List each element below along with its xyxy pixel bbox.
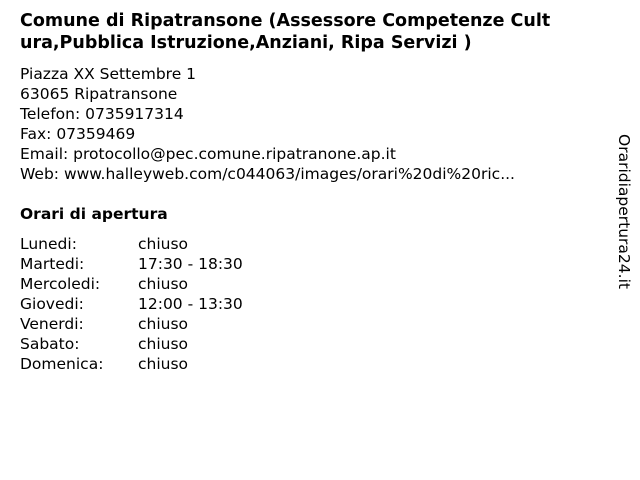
hours-row-mercoledi [20,274,243,294]
time-value: chiuso [138,315,189,333]
time-value: 12:00 - 13:30 [138,295,243,313]
day-label: Domenica: [20,355,104,373]
hours-row-venerdi [20,314,243,334]
time-value: chiuso [138,335,189,353]
hours-row-domenica [20,354,243,374]
watermark-text: Oraridiapertura24.it [615,134,633,289]
day-label: Venerdi: [20,315,84,333]
hours-heading: Orari di apertura [20,205,168,223]
page-title: Comune di Ripatransone (Assessore Competenze Cultura,Pubblica Istruzione,Anziani, Ripa Servizi ) [20,11,551,53]
hours-row-martedi [20,254,243,274]
city-address: 63065 Ripatransone [20,85,178,103]
hours-row-lunedi [20,234,243,254]
hours-row-giovedi [20,294,243,314]
hours-row-sabato [20,334,243,354]
time-value: 17:30 - 18:30 [138,255,243,273]
opening-hours-list [20,234,243,374]
time-value: chiuso [138,235,189,253]
day-label: Mercoledi: [20,275,101,293]
phone-number: Telefon: 0735917314 [20,105,184,123]
site-watermark [614,134,634,314]
street-address: Piazza XX Settembre 1 [20,65,197,83]
time-value: chiuso [138,355,189,373]
day-label: Lunedi: [20,235,77,253]
address-block [20,64,515,184]
time-value: chiuso [138,275,189,293]
web-address: Web: www.halleyweb.com/c044063/images/orari%20di%20ric... [20,165,515,183]
day-label: Martedi: [20,255,85,273]
day-label: Giovedi: [20,295,84,313]
day-label: Sabato: [20,335,80,353]
email-address: Email: protocollo@pec.comune.ripatranone.ap.it [20,145,396,163]
fax-number: Fax: 07359469 [20,125,136,143]
